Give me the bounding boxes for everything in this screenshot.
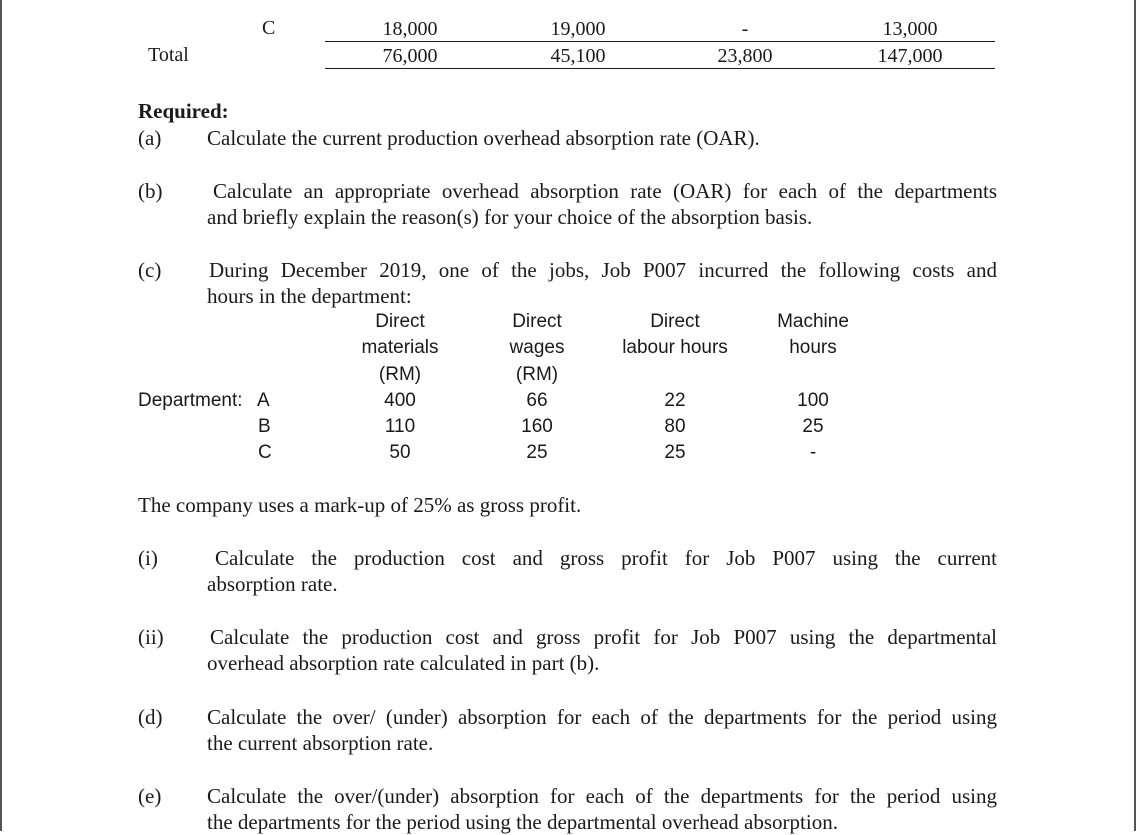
question-e-line-2: the departments for the period using the departmental overhead absorption. (207, 810, 838, 834)
question-b-number: (b) (138, 179, 163, 203)
total-cell-1: 76,000 (382, 45, 438, 67)
header-wages-l1: Direct (512, 311, 562, 332)
total-rule (325, 68, 995, 69)
row-c-machine: - (809, 442, 817, 463)
header-labour-l1: Direct (650, 311, 700, 332)
question-e-line-1: Calculate the over/(under) absorption for each of the departments for the period using (207, 784, 997, 808)
total-label: Total (148, 44, 189, 66)
row-b-materials: 110 (384, 416, 416, 437)
total-cell-2: 45,100 (550, 45, 606, 67)
question-d-line-1: Calculate the over/ (under) absorption for each of the departments for the period using (207, 705, 997, 729)
question-b-line-1: Calculate an appropriate overhead absorption rate (OAR) for each of the departments (213, 179, 997, 203)
question-a-text: Calculate the current production overhead absorption rate (OAR). (207, 126, 760, 150)
total-cell-3: 23,800 (717, 45, 773, 67)
question-b-line-2: and briefly explain the reason(s) for your choice of the absorption basis. (207, 205, 813, 229)
header-machine-l2: hours (789, 337, 837, 358)
row-b-labour: 80 (664, 416, 686, 437)
question-c-number: (c) (138, 258, 162, 282)
question-i-line-1: Calculate the production cost and gross profit for Job P007 using the current (215, 546, 997, 570)
question-i-line-2: absorption rate. (207, 572, 338, 596)
row-c-dept: C (258, 442, 272, 463)
question-c-line-1: During December 2019, one of the jobs, Job P007 incurred the following costs and (209, 258, 997, 282)
row-a-materials: 400 (384, 390, 416, 411)
row-c-materials: 50 (389, 442, 411, 463)
question-ii-line-2: overhead absorption rate calculated in part (b). (207, 651, 600, 675)
question-i-number: (i) (138, 546, 158, 570)
required-heading: Required: (138, 99, 229, 123)
header-wages-l2: wages (509, 337, 565, 358)
header-wages-l3: (RM) (515, 364, 559, 385)
row-a-wages: 66 (526, 390, 548, 411)
total-cell-4: 147,000 (877, 45, 943, 67)
row-c-cell-3: - (741, 18, 749, 40)
row-c-labour: 25 (664, 442, 686, 463)
question-ii-line-1: Calculate the production cost and gross profit for Job P007 using the departmental (210, 625, 997, 649)
row-c-wages: 25 (526, 442, 548, 463)
question-e-number: (e) (138, 784, 162, 808)
header-labour-l2: labour hours (622, 337, 728, 358)
question-c-line-2: hours in the department: (207, 284, 412, 308)
row-a-machine: 100 (797, 390, 829, 411)
row-c-label: C (262, 17, 276, 39)
header-materials-l3: (RM) (378, 364, 422, 385)
row-a-labour: 22 (664, 390, 686, 411)
page-left-border (0, 0, 2, 831)
header-materials-l1: Direct (375, 311, 425, 332)
row-b-machine: 25 (802, 416, 824, 437)
markup-note: The company uses a mark-up of 25% as gross profit. (138, 493, 582, 517)
header-machine-l1: Machine (777, 311, 849, 332)
row-c-cell-2: 19,000 (550, 18, 606, 40)
question-ii-number: (ii) (138, 625, 164, 649)
row-b-wages: 160 (521, 416, 553, 437)
department-label: Department: (138, 390, 243, 411)
subtotal-rule (325, 41, 995, 42)
question-d-line-2: the current absorption rate. (207, 731, 434, 755)
header-materials-l2: materials (361, 337, 439, 358)
question-a-number: (a) (138, 126, 162, 150)
question-d-number: (d) (138, 705, 163, 729)
row-a-dept: A (257, 390, 270, 411)
row-c-cell-1: 18,000 (382, 18, 438, 40)
row-b-dept: B (258, 416, 271, 437)
row-c-cell-4: 13,000 (882, 18, 938, 40)
